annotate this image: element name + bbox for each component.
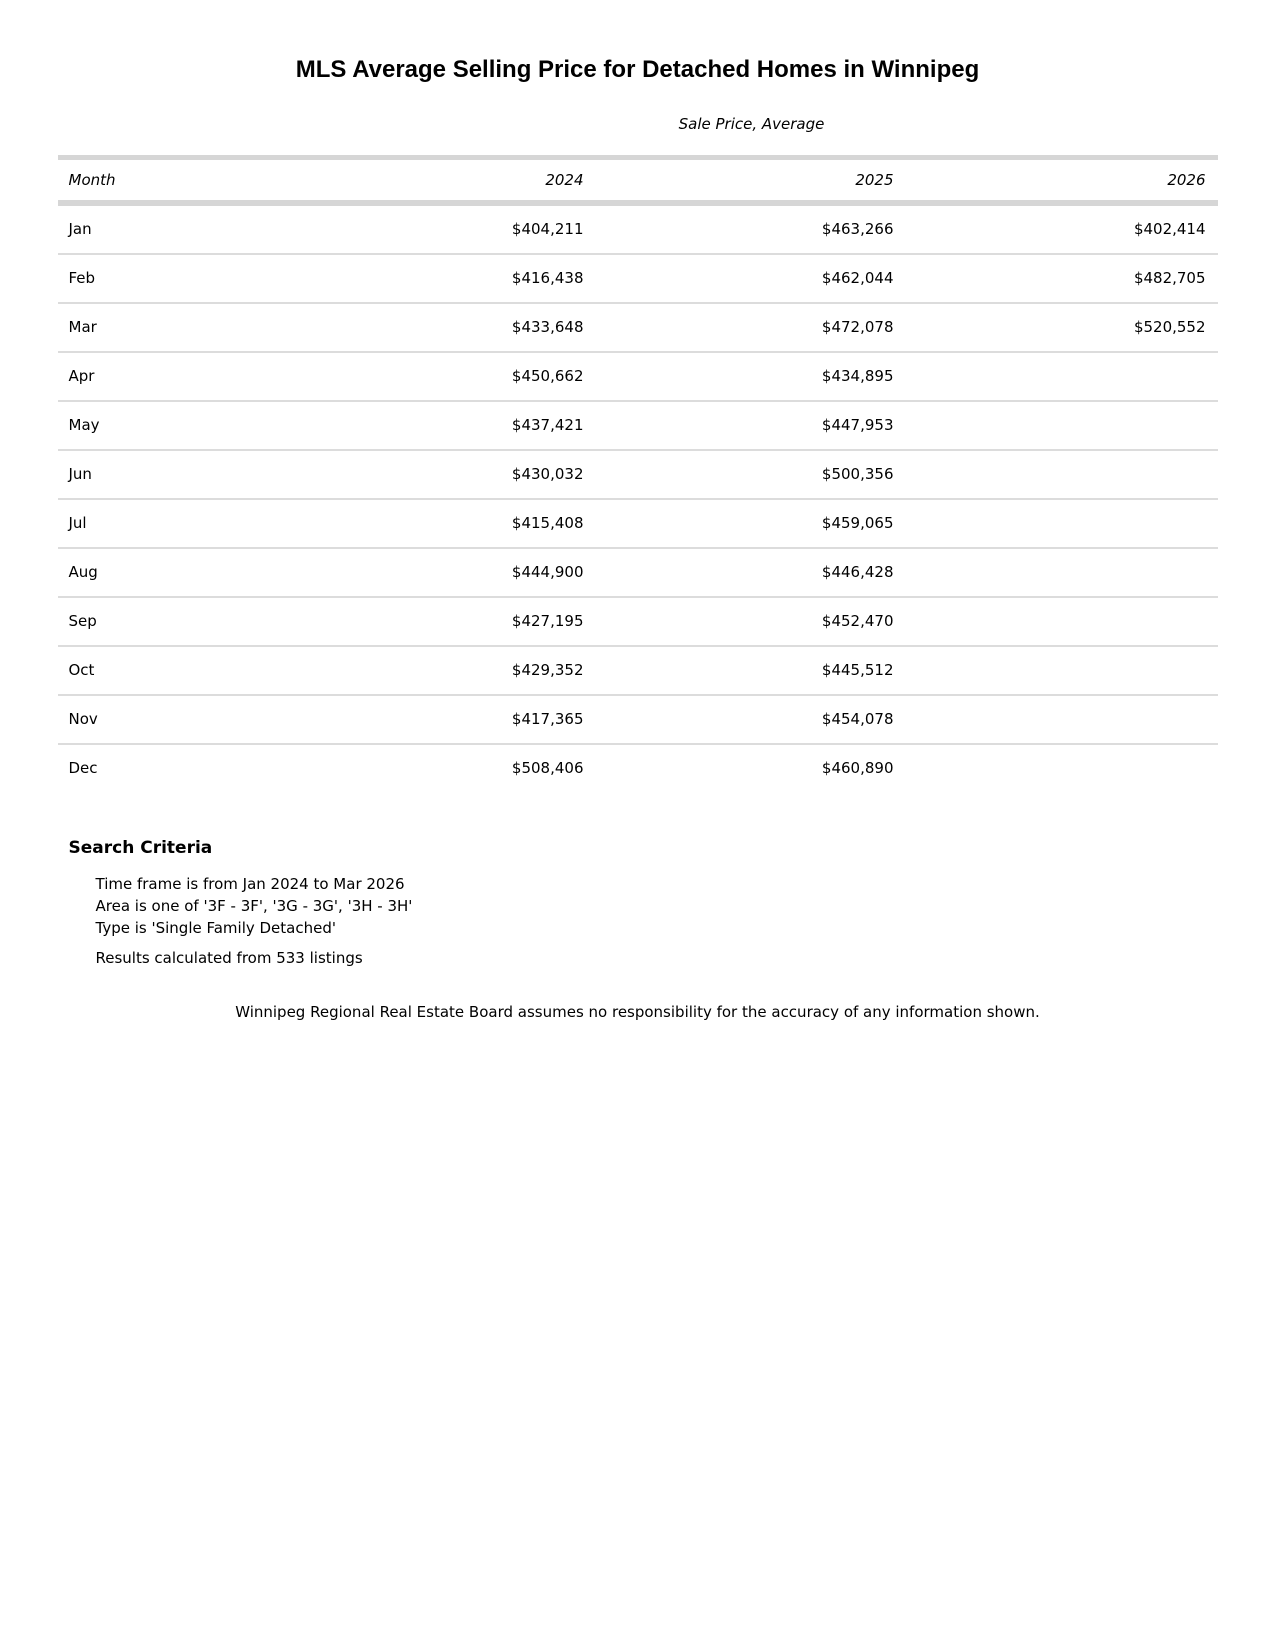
table-row xyxy=(58,499,1218,548)
month-cell: Jun xyxy=(58,450,286,499)
criteria-area: Area is one of '3F - 3F', '3G - 3G', '3H - 3H' xyxy=(95,897,413,915)
price-cell: $402,414 xyxy=(906,203,1218,254)
price-cell xyxy=(906,401,1218,450)
price-cell xyxy=(906,695,1218,744)
price-cell: $415,408 xyxy=(286,499,596,548)
month-cell: Sep xyxy=(58,597,286,646)
table-row xyxy=(58,303,1218,352)
disclaimer-text: Winnipeg Regional Real Estate Board assumes no responsibility for the accuracy of any information shown. xyxy=(235,1003,1040,1021)
group-header-spacer xyxy=(58,84,286,158)
table-row xyxy=(58,401,1218,450)
price-cell: $416,438 xyxy=(286,254,596,303)
price-cell xyxy=(906,548,1218,597)
group-header-row xyxy=(58,84,1218,158)
month-cell: Mar xyxy=(58,303,286,352)
report-content xyxy=(58,0,1218,1022)
price-cell: $445,512 xyxy=(596,646,906,695)
column-header-2025: 2025 xyxy=(596,158,906,204)
price-cell: $404,211 xyxy=(286,203,596,254)
month-cell: Aug xyxy=(58,548,286,597)
price-cell: $446,428 xyxy=(596,548,906,597)
column-header-month: Month xyxy=(58,158,286,204)
table-row xyxy=(58,254,1218,303)
table-body xyxy=(58,203,1218,792)
price-cell: $462,044 xyxy=(596,254,906,303)
price-cell: $433,648 xyxy=(286,303,596,352)
column-header-row xyxy=(58,158,1218,204)
price-cell xyxy=(906,352,1218,401)
search-criteria-section xyxy=(58,838,1218,969)
table-row xyxy=(58,352,1218,401)
price-cell xyxy=(906,597,1218,646)
criteria-results-count: Results calculated from 533 listings xyxy=(95,949,363,967)
table-row xyxy=(58,450,1218,499)
price-cell: $447,953 xyxy=(596,401,906,450)
table-row xyxy=(58,548,1218,597)
month-cell: Jul xyxy=(58,499,286,548)
price-cell: $508,406 xyxy=(511,759,584,777)
price-cell: $437,421 xyxy=(286,401,596,450)
price-cell: $429,352 xyxy=(286,646,596,695)
price-cell: $452,470 xyxy=(596,597,906,646)
column-header-2024: 2024 xyxy=(286,158,596,204)
price-cell: $450,662 xyxy=(286,352,596,401)
price-cell: $520,552 xyxy=(906,303,1218,352)
month-cell: Jan xyxy=(58,203,286,254)
price-cell xyxy=(906,499,1218,548)
table-row xyxy=(58,597,1218,646)
table-row xyxy=(58,646,1218,695)
price-cell: $434,895 xyxy=(596,352,906,401)
price-cell: $454,078 xyxy=(596,695,906,744)
price-cell: $472,078 xyxy=(596,303,906,352)
page-title: MLS Average Selling Price for Detached Homes in Winnipeg xyxy=(295,56,980,83)
month-cell: Oct xyxy=(58,646,286,695)
price-cell xyxy=(906,646,1218,695)
column-header-2026: 2026 xyxy=(906,158,1218,204)
month-cell: May xyxy=(58,401,286,450)
criteria-type: Type is 'Single Family Detached' xyxy=(95,919,336,937)
month-cell: Feb xyxy=(58,254,286,303)
search-criteria-lines xyxy=(69,873,1218,969)
month-cell: Apr xyxy=(58,352,286,401)
month-cell: Dec xyxy=(68,759,98,777)
table-row xyxy=(58,203,1218,254)
price-cell: $417,365 xyxy=(286,695,596,744)
price-cell: $482,705 xyxy=(906,254,1218,303)
price-cell: $500,356 xyxy=(596,450,906,499)
price-cell: $444,900 xyxy=(286,548,596,597)
month-cell: Nov xyxy=(58,695,286,744)
price-cell: $427,195 xyxy=(286,597,596,646)
table-row xyxy=(58,744,1218,792)
price-cell: $459,065 xyxy=(596,499,906,548)
group-header: Sale Price, Average xyxy=(678,115,825,133)
price-cell: $460,890 xyxy=(821,759,894,777)
table-row xyxy=(58,695,1218,744)
price-table xyxy=(58,84,1218,792)
price-cell: $430,032 xyxy=(286,450,596,499)
criteria-timeframe: Time frame is from Jan 2024 to Mar 2026 xyxy=(95,875,405,893)
price-cell xyxy=(906,744,1218,792)
price-cell xyxy=(906,450,1218,499)
price-cell: $463,266 xyxy=(596,203,906,254)
search-criteria-heading: Search Criteria xyxy=(68,838,213,858)
